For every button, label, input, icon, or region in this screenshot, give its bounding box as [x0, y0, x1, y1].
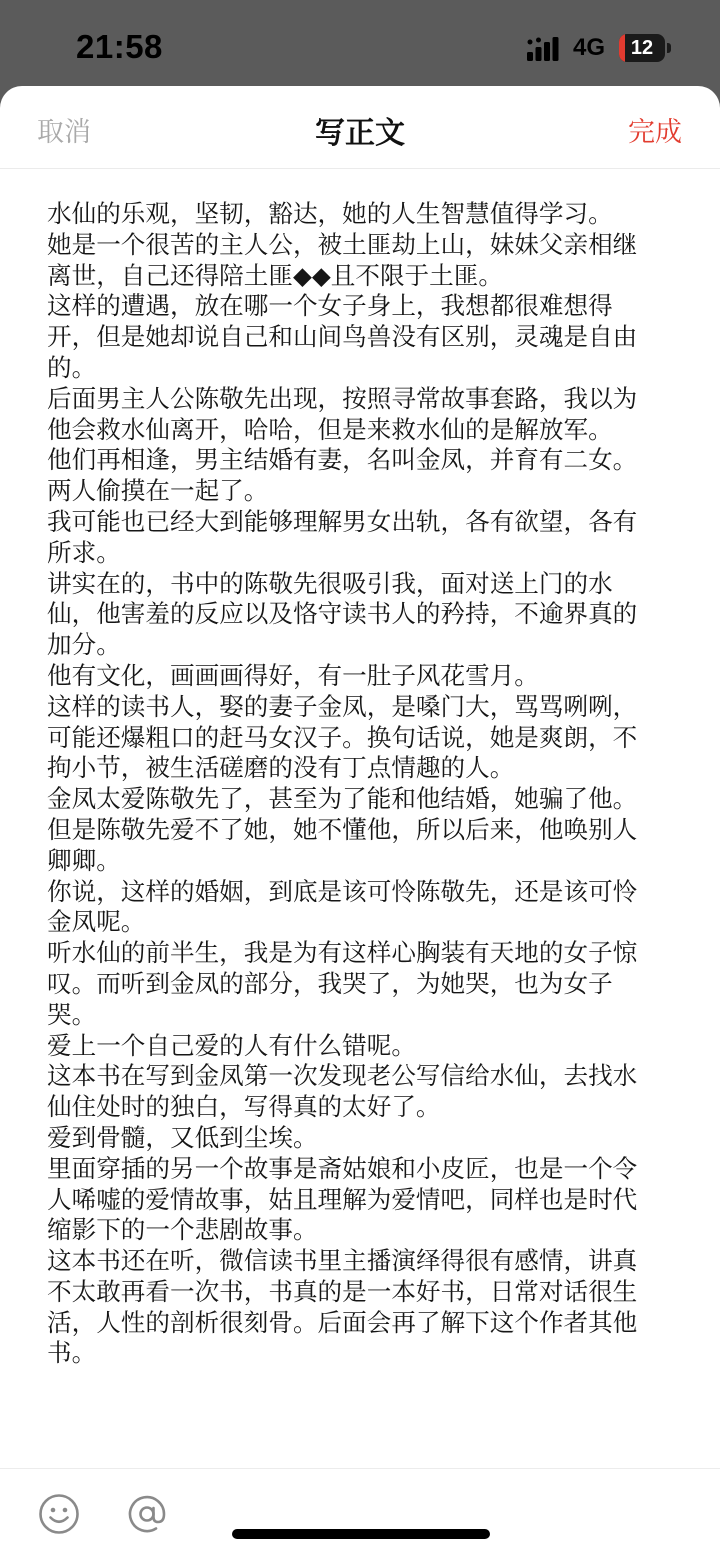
- body-paragraph: 两人偷摸在一起了。: [47, 476, 269, 506]
- body-paragraph: 这本书还在听，微信读书里主播演绎得很有感情，讲真不太敢再看一次书，书真的是一本好书，日常对话很生活，人性的剖析很刻骨。后面会再了解下这个作者其他书。: [47, 1246, 638, 1368]
- body-paragraph: 他有文化，画画画得好，有一肚子风花雪月。: [47, 660, 539, 690]
- body-paragraph: 她是一个很苦的主人公，被土匪劫上山，妹妹父亲相继离世，自己还得陪土匪◆◆且不限于土匪。: [47, 229, 638, 290]
- home-indicator: [232, 1529, 490, 1539]
- body-paragraph: 爱到骨髓，又低到尘埃。: [47, 1122, 318, 1152]
- status-time: 21:58: [76, 28, 163, 65]
- body-paragraph: 他们再相逢，男主结婚有妻，名叫金凤，并育有二女。: [47, 445, 638, 475]
- editor-toolbar: [0, 1468, 720, 1558]
- body-paragraph: 水仙的乐观，坚韧，豁达，她的人生智慧值得学习。: [47, 199, 613, 228]
- body-paragraph: 里面穿插的另一个故事是斋姑娘和小皮匠，也是一个令人唏嘘的爱情故事，姑且理解为爱情吧，同样也是时代缩影下的一个悲剧故事。: [47, 1153, 638, 1245]
- body-paragraph: 这样的读书人，娶的妻子金凤，是嗓门大，骂骂咧咧，可能还爆粗口的赶马女汉子。换句话说，她是爽朗，不拘小节，被生活磋磨的没有丁点情趣的人。: [47, 691, 638, 783]
- body-paragraph: 后面男主人公陈敬先出现，按照寻常故事套路，我以为他会救水仙离开，哈哈，但是来救水仙的是解放军。: [47, 383, 638, 444]
- signal-icon: [527, 37, 567, 61]
- status-bar: [0, 0, 720, 88]
- body-paragraph: 这本书在写到金凤第一次发现老公写信给水仙，去找水仙住处时的独白，写得真的太好了。: [47, 1061, 638, 1122]
- body-paragraph: 听水仙的前半生，我是为有这样心胸装有天地的女子惊叹。而听到金凤的部分，我哭了，为她哭，也为女子哭。: [47, 938, 638, 1029]
- body-paragraph: 你说，这样的婚姻，到底是该可怜陈敬先，还是该可怜金凤呢。: [47, 876, 638, 937]
- done-button[interactable]: 完成: [628, 117, 682, 148]
- body-paragraph: 我可能也已经大到能够理解男女出轨，各有欲望，各有所求。: [47, 506, 638, 567]
- battery-level: 12: [630, 37, 654, 59]
- body-paragraph: 讲实在的，书中的陈敬先很吸引我，面对送上门的水仙，他害羞的反应以及恪守读书人的矜持，不逾界真的加分。: [47, 568, 638, 660]
- cancel-button[interactable]: 取消: [37, 117, 91, 148]
- body-text-editor[interactable]: [47, 199, 655, 1369]
- nav-bar: [0, 86, 720, 169]
- network-type: 4G: [573, 34, 606, 61]
- battery-icon: [619, 34, 671, 62]
- body-paragraph: 爱上一个自己爱的人有什么错呢。: [47, 1030, 416, 1060]
- body-paragraph: 这样的遭遇，放在哪一个女子身上，我想都很难想得开，但是她却说自己和山间鸟兽没有区别，灵魂是自由的。: [47, 291, 638, 382]
- mention-icon[interactable]: [126, 1493, 168, 1535]
- body-paragraph: 金凤太爱陈敬先了，甚至为了能和他结婚，她骗了他。但是陈敬先爱不了她，她不懂他，所以后来，他唤别人卿卿。: [47, 784, 638, 875]
- page-title: 写正文: [315, 116, 405, 151]
- emoji-icon[interactable]: [38, 1493, 80, 1535]
- compose-sheet: [0, 86, 720, 1558]
